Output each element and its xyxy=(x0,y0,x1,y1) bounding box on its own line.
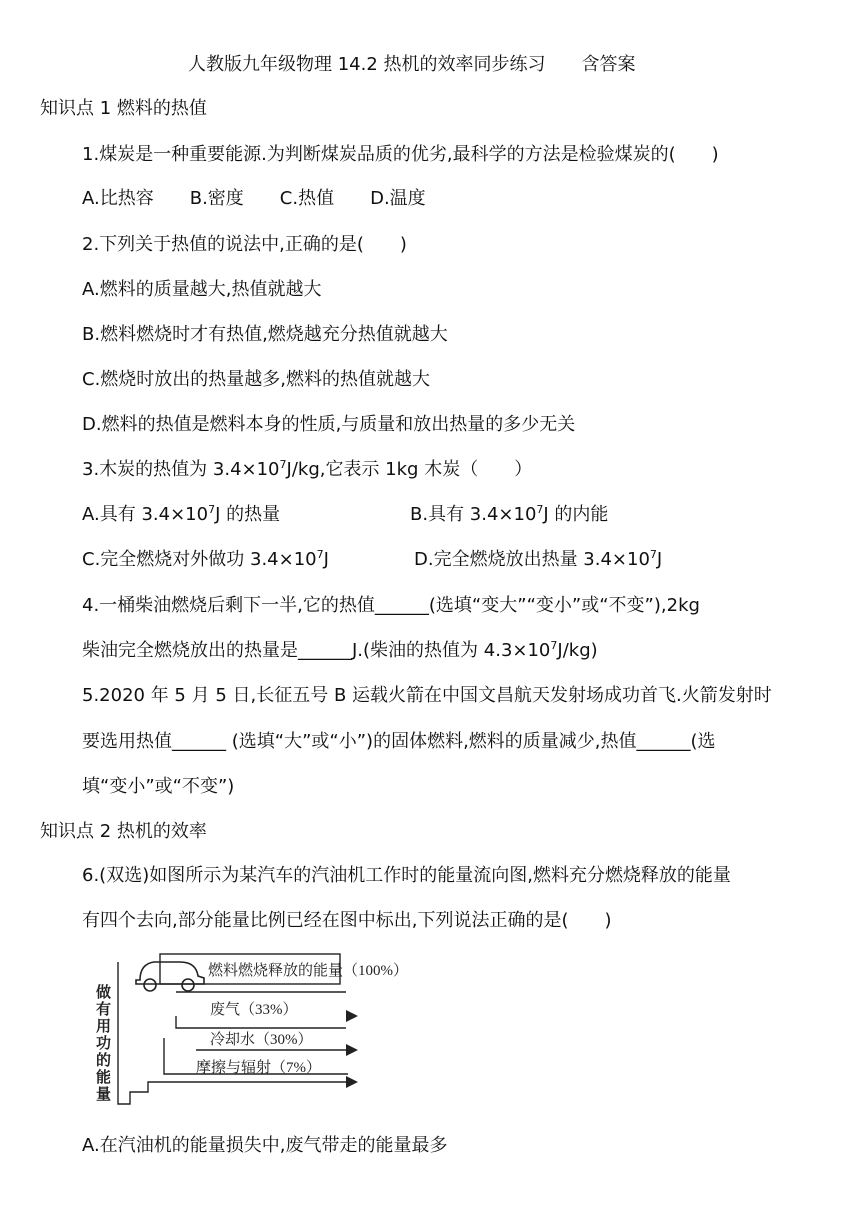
q2-option-b: B.燃料燃烧时才有热值,燃烧越充分热值就越大 xyxy=(82,324,448,345)
friction-arrow-icon xyxy=(346,1076,358,1088)
q5-line-3: 填“变小”或“不变”) xyxy=(82,776,235,797)
q2-option-a: A.燃料的质量越大,热值就越大 xyxy=(82,279,322,300)
car-icon xyxy=(136,962,204,991)
q3-stem: 3.木炭的热值为 $3.4\times 10^7J/kg$,它表示 1kg 木炭（ ） xyxy=(82,458,533,480)
label-exhaust: 废气（33%） xyxy=(210,1002,298,1018)
q6-line-1: 6.(双选)如图所示为某汽车的汽油机工作时的能量流向图,燃料充分燃烧释放的能量 xyxy=(82,865,731,886)
page-title: 人教版九年级物理 14.2 热机的效率同步练习 含答案 xyxy=(188,54,636,75)
q1-stem: 1.煤炭是一种重要能源.为判断煤炭品质的优劣,最科学的方法是检验煤炭的( ) xyxy=(82,144,719,165)
energy-flow-diagram xyxy=(94,952,450,1120)
q4-line-2: 柴油完全燃烧放出的热量是______J.(柴油的热值为 $4.3\times 10^7J/kg$) xyxy=(82,639,598,661)
label-cooling: 冷却水（30%） xyxy=(210,1032,313,1048)
q1-options: A.比热容 B.密度 C.热值 D.温度 xyxy=(82,188,426,209)
q5-line-1: 5.2020 年 5 月 5 日,长征五号 B 运载火箭在中国文昌航天发射场成功首飞.火箭发射时 xyxy=(82,685,772,706)
section-heading-2: 知识点 2 热机的效率 xyxy=(40,821,207,842)
q6-line-2: 有四个去向,部分能量比例已经在图中标出,下列说法正确的是( ) xyxy=(82,910,612,931)
q2-option-d: D.燃料的热值是燃料本身的性质,与质量和放出热量的多少无关 xyxy=(82,414,576,435)
q2-option-c: C.燃烧时放出的热量越多,燃料的热值就越大 xyxy=(82,369,431,390)
q3-option-d: D.完全燃烧放出热量 $3.4\times 10^7J$ xyxy=(414,548,663,570)
q2-stem: 2.下列关于热值的说法中,正确的是( ) xyxy=(82,234,407,255)
label-friction: 摩擦与辐射（7%） xyxy=(196,1060,321,1076)
cooling-arrow-icon xyxy=(346,1044,358,1056)
q3-option-c: C.完全燃烧对外做功 $3.4\times 10^7J$ xyxy=(82,548,329,570)
exhaust-arrow-icon xyxy=(346,1010,358,1022)
q5-line-2: 要选用热值______ (选填“大”或“小”)的固体燃料,燃料的质量减少,热值______(选 xyxy=(82,731,716,752)
q6-option-a: A.在汽油机的能量损失中,废气带走的能量最多 xyxy=(82,1135,448,1156)
q4-line-1: 4.一桶柴油燃烧后剩下一半,它的热值______(选填“变大”“变小”或“不变”),2kg xyxy=(82,595,700,616)
q3-option-a: A.具有 $3.4\times 10^7J$ 的热量 xyxy=(82,503,281,525)
section-heading-1: 知识点 1 燃料的热值 xyxy=(40,98,207,119)
label-useful-energy: 做有用功的能量 xyxy=(94,984,110,1103)
label-total: 燃料燃烧释放的能量（100%） xyxy=(208,963,408,979)
q3-option-b: B.具有 $3.4\times 10^7J$ 的内能 xyxy=(410,503,609,525)
